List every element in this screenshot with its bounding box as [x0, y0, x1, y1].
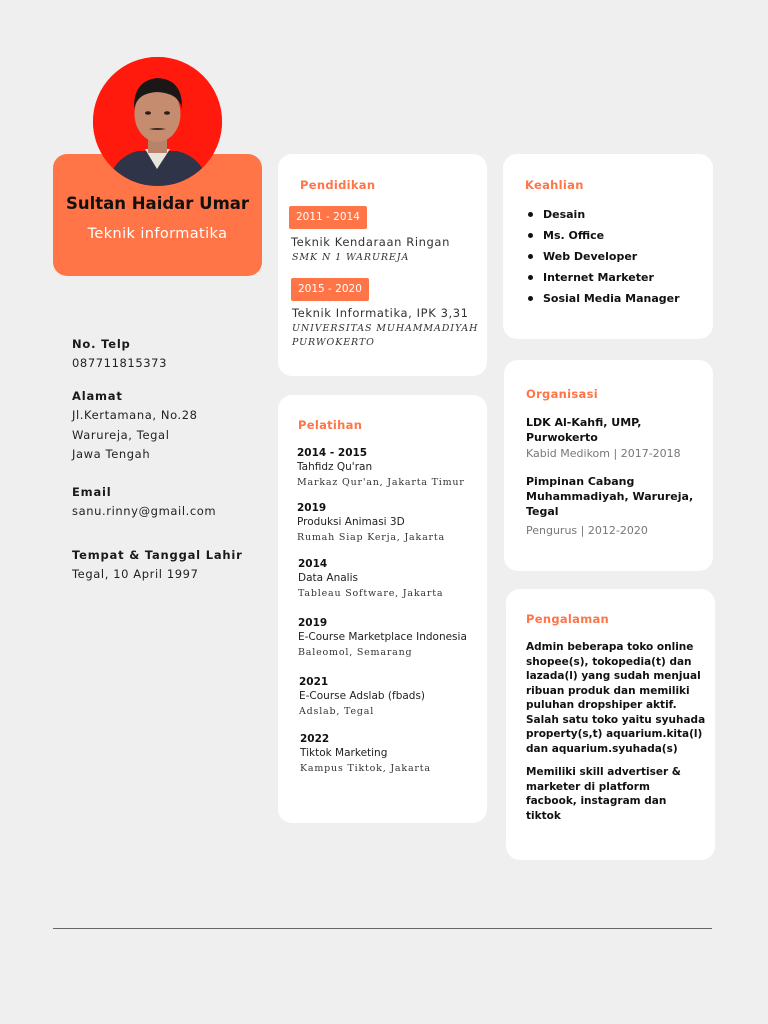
- address-line-2: Warureja, Tegal: [72, 427, 170, 442]
- profile-photo: [93, 57, 222, 186]
- training-place: Kampus Tiktok, Jakarta: [300, 763, 431, 774]
- training-item: [298, 617, 467, 658]
- address-label: Alamat: [72, 389, 123, 403]
- address-line-3: Jawa Tengah: [72, 447, 151, 461]
- training-name: Tahfidz Qu'ran: [297, 461, 373, 473]
- training-name: E-Course Adslab (fbads): [299, 690, 426, 702]
- organization-role: Pengurus | 2012-2020: [526, 524, 648, 537]
- organization-name: Pimpinan Cabang: [526, 475, 635, 488]
- organization-role: Kabid Medikom | 2017-2018: [526, 447, 681, 460]
- education-school-1: SMK N 1 WARUREJA: [292, 252, 410, 263]
- skill-item: Web Developer: [526, 249, 680, 270]
- skill-item: Desain: [526, 207, 680, 228]
- experience-line: Memiliki skill advertiser &: [526, 766, 681, 778]
- organization-name: Purwokerto: [526, 431, 598, 444]
- experience-line: facbook, instagram dan: [526, 795, 667, 807]
- education-major-1: Teknik Kendaraan Ringan: [291, 235, 450, 249]
- organization-item: [526, 474, 706, 537]
- birth-value: Tegal, 10 April 1997: [72, 567, 199, 581]
- training-item: [297, 502, 445, 543]
- experience-line: puluhan dropshiper aktif.: [526, 699, 677, 711]
- experience-line: lazada(l) yang sudah menjual: [526, 670, 701, 682]
- training-item: [297, 447, 465, 488]
- training-item: [299, 676, 425, 717]
- experience-line: Salah satu toko yaitu syuhada: [526, 713, 706, 726]
- experience-line: ribuan produk dan memiliki: [526, 684, 690, 697]
- experience-paragraph-2: [526, 765, 708, 823]
- education-period-2: 2015 - 2020: [291, 278, 369, 301]
- training-item: [300, 733, 431, 774]
- training-year: 2014 - 2015: [297, 447, 368, 459]
- training-place: Markaz Qur'an, Jakarta Timur: [297, 477, 465, 488]
- experience-line: tiktok: [526, 809, 561, 822]
- organization-name: LDK Al-Kahfi, UMP,: [526, 416, 642, 429]
- organization-title: Organisasi: [526, 387, 598, 401]
- training-place: Rumah Siap Kerja, Jakarta: [297, 532, 445, 543]
- experience-line: Admin beberapa toko online: [526, 641, 694, 653]
- contact-birth: [72, 548, 272, 585]
- education-school-2b: PURWOKERTO: [292, 337, 375, 348]
- training-place: Tableau Software, Jakarta: [298, 588, 444, 599]
- experience-title: Pengalaman: [526, 612, 610, 626]
- contact-address: [72, 389, 272, 465]
- organization-item: [526, 415, 706, 460]
- organization-name: Tegal: [526, 505, 559, 518]
- email-label: Email: [72, 485, 112, 499]
- training-name: Data Analis: [298, 572, 358, 584]
- skill-item: Ms. Office: [526, 228, 680, 249]
- education-period-1: 2011 - 2014: [289, 206, 367, 229]
- address-line-1: Jl.Kertamana, No.28: [72, 408, 198, 422]
- training-name: E-Course Marketplace Indonesia: [298, 631, 467, 643]
- training-place: Adslab, Tegal: [299, 706, 375, 717]
- training-place: Baleomol, Semarang: [298, 647, 413, 658]
- training-year: 2014: [298, 558, 328, 570]
- experience-line: shopee(s), tokopedia(t) dan: [526, 655, 692, 668]
- skills-title: Keahlian: [525, 178, 584, 192]
- email-value: sanu.rinny@gmail.com: [72, 504, 217, 518]
- training-year: 2019: [297, 502, 327, 514]
- training-name: Produksi Animasi 3D: [297, 516, 405, 528]
- birth-label: Tempat & Tanggal Lahir: [72, 548, 243, 562]
- skill-item: Internet Marketer: [526, 270, 680, 291]
- training-title: Pelatihan: [298, 418, 363, 432]
- training-year: 2019: [298, 617, 328, 629]
- contact-email: [72, 485, 272, 522]
- skills-list: [526, 207, 680, 312]
- education-school-2a: UNIVERSITAS MUHAMMADIYAH: [292, 323, 479, 334]
- person-portrait-icon: [93, 57, 222, 186]
- phone-label: No. Telp: [72, 337, 131, 351]
- profile-role: Teknik informatika: [87, 226, 228, 242]
- organization-name: Muhammadiyah, Warureja,: [526, 490, 694, 503]
- experience-line: property(s,t) aquarium.kita(l): [526, 728, 703, 740]
- skill-item: Sosial Media Manager: [526, 291, 680, 312]
- training-item: [298, 558, 443, 599]
- experience-paragraph-1: [526, 640, 708, 756]
- experience-line: marketer di platform: [526, 780, 650, 793]
- education-title: Pendidikan: [300, 178, 376, 192]
- footer-divider: [53, 928, 712, 929]
- training-year: 2022: [300, 733, 330, 745]
- training-year: 2021: [299, 676, 329, 688]
- profile-name: Sultan Haidar Umar: [65, 194, 250, 213]
- contact-phone: [72, 337, 272, 374]
- experience-line: dan aquarium.syuhada(s): [526, 742, 678, 755]
- training-name: Tiktok Marketing: [300, 747, 388, 759]
- phone-value: 087711815373: [72, 356, 167, 370]
- education-major-2: Teknik Informatika, IPK 3,31: [292, 306, 469, 320]
